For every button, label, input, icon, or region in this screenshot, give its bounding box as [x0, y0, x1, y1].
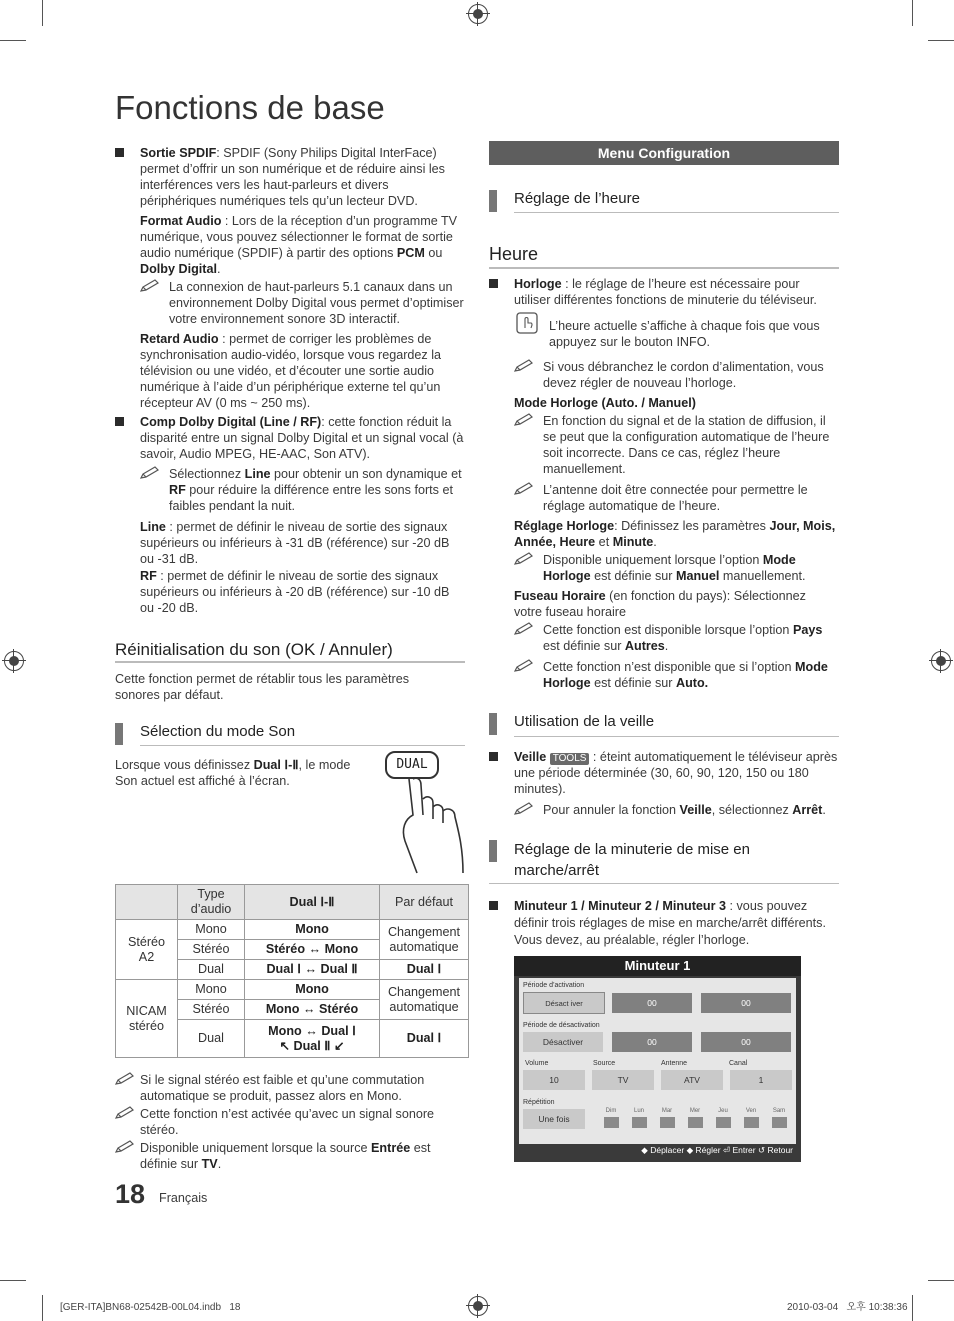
retard-audio-paragraph: Retard Audio : permet de corriger les problèmes de synchronisation audio-vidéo, lorsque vous regardez la télévision ou une vidéo, et d’écouter une sortie audio numérique à l’aide d’un périphérique externe tel qu’un récepteur AV (0 ms ~ 250 ms).	[140, 332, 442, 410]
table-cell: Changement automatique	[380, 920, 469, 960]
note-pencil-icon	[514, 413, 534, 427]
registration-mark-icon	[931, 651, 951, 671]
table-cell: Mono ↔ Dual Ⅰ ↖ Dual Ⅱ ↙	[245, 1020, 380, 1058]
antenne-field[interactable]: ATV	[661, 1070, 723, 1090]
table-cell: Mono	[178, 920, 245, 940]
note-pencil-icon	[514, 659, 534, 673]
page-language: Français	[159, 1191, 208, 1205]
comp-dolby-paragraph: Comp Dolby Digital (Line / RF): cette fonction réduit la disparité entre un signal Dolby Digital et un signal vocal (à savoir, Audio MPEG, HE-AAC, Son ATV).	[140, 415, 464, 461]
timer-osd-screen	[514, 956, 801, 1162]
table-cell: Dual	[178, 1020, 245, 1058]
day-label: Ven	[745, 1108, 757, 1114]
volume-field[interactable]: 10	[523, 1070, 585, 1090]
reglage-horloge-paragraph: Réglage Horloge: Définissez les paramètres Jour, Mois, Année, Heure et Minute.	[514, 519, 836, 549]
page-title: Fonctions de base	[115, 89, 385, 126]
subheading: Sélection du mode Son	[140, 723, 296, 740]
line-paragraph: Line : permet de définir le niveau de sortie des signaux supérieurs ou inférieurs à -31 dB (référence) sur -20 dB ou -31 dB.	[140, 520, 450, 566]
note-text: Cette fonction n’est activée qu’avec un signal sonore stéréo.	[140, 1107, 435, 1137]
osd-panel	[519, 978, 796, 1144]
osd-label: Période de désactivation	[523, 1022, 600, 1029]
table-cell: Mono ↔ Stéréo	[245, 1000, 380, 1020]
divider	[489, 883, 839, 884]
table-header: Par défaut	[380, 885, 469, 920]
section-heading: Heure	[489, 244, 539, 264]
dual-button-label: DUAL	[396, 757, 428, 772]
subheading: Réglage de l’heure	[514, 190, 640, 207]
crop-mark	[928, 40, 954, 41]
day-checkbox[interactable]	[744, 1117, 759, 1128]
day-label: Lun	[633, 1108, 644, 1114]
subheading: Utilisation de la veille	[514, 713, 655, 730]
table-cell: Stéréo ↔ Mono	[245, 940, 380, 960]
source-field[interactable]: TV	[592, 1070, 654, 1090]
table-header: Type d’audio	[178, 885, 245, 920]
table-header: Dual Ⅰ-Ⅱ	[245, 885, 380, 920]
crop-mark	[0, 1280, 26, 1281]
crop-mark	[912, 0, 913, 26]
table-cell: Dual Ⅰ ↔ Dual Ⅱ	[245, 960, 380, 980]
table-cell: Dual	[178, 960, 245, 980]
note-pencil-icon	[514, 622, 534, 636]
table-cell: Stéréo	[178, 1000, 245, 1020]
horloge-paragraph: Horloge : le réglage de l’heure est nécessaire pour utiliser différentes fonctions de minuterie du téléviseur.	[514, 277, 817, 307]
note-pencil-icon	[115, 1106, 135, 1120]
osd-label: Période d’activation	[523, 982, 585, 989]
enter-icon: ⏎	[722, 1145, 731, 1155]
note-pencil-icon	[140, 466, 160, 480]
note-text: Disponible uniquement lorsque la source Entrée est définie sur TV.	[140, 1141, 431, 1171]
day-checkbox[interactable]	[604, 1117, 619, 1128]
reset-text: Cette fonction permet de rétablir tous les paramètres sonores par défaut.	[115, 672, 409, 702]
fuseau-horaire-paragraph: Fuseau Horaire (en fonction du pays): Sélectionnez votre fuseau horaire	[514, 589, 806, 619]
osd-label: Volume	[525, 1060, 549, 1067]
note-text: Si vous débranchez le cordon d’alimentation, vous devez régler de nouveau l’horloge.	[543, 360, 824, 390]
crop-mark	[0, 40, 26, 41]
crop-mark	[42, 1295, 43, 1321]
table-cell: Stéréo A2	[116, 920, 178, 980]
registration-mark-icon	[4, 651, 24, 671]
table-cell: Dual Ⅰ	[380, 1020, 469, 1058]
crop-mark	[42, 0, 43, 26]
note-text: Cette fonction est disponible lorsque l’option Pays est définie sur Autres.	[543, 623, 823, 653]
subheading-bar	[489, 190, 497, 212]
deactivation-hour[interactable]: 00	[612, 1032, 692, 1052]
bullet	[489, 901, 498, 910]
print-file-info: [GER-ITA]BN68-02542B-00L04.indb 18	[60, 1302, 241, 1313]
note-text: Sélectionnez Line pour obtenir un son dynamique et RF pour réduire la différence entre les sons forts et faibles pendant la nuit.	[169, 467, 462, 513]
day-label: Sam	[772, 1108, 786, 1114]
note-pencil-icon	[115, 1072, 135, 1086]
note-text: L’antenne doit être connectée pour permettre le réglage automatique de l’heure.	[543, 483, 808, 513]
osd-label: Antenne	[661, 1060, 688, 1067]
menu-configuration-bar: Menu Configuration	[489, 141, 839, 165]
note-pencil-icon	[514, 482, 534, 496]
table-cell: Mono	[245, 980, 380, 1000]
registration-mark-icon	[468, 1296, 488, 1316]
table-cell: Stéréo	[178, 940, 245, 960]
table-cell: NICAM stéréo	[116, 980, 178, 1058]
adjust-arrows-icon: ◆	[686, 1145, 694, 1155]
day-label: Mer	[689, 1108, 701, 1114]
note-text: La connexion de haut-parleurs 5.1 canaux dans un environnement Dolby Digital vous permet d’optimiser votre environnement sonore 3D interactif.	[169, 280, 464, 326]
bullet	[115, 417, 124, 426]
note-text: Si le signal stéréo est faible et qu’une commutation automatique se produit, passez alors en Mono.	[140, 1073, 425, 1103]
canal-field[interactable]: 1	[730, 1070, 792, 1090]
spdif-paragraph: Sortie SPDIF: SPDIF (Sony Philips Digital InterFace) permet d’offrir un son numérique et de réduire ainsi les interférences vers les haut-parleurs et divers périphériques numériques tels qu’un lecteur DVD.	[140, 146, 445, 208]
crop-mark	[912, 1295, 913, 1321]
return-icon: ↺	[757, 1145, 766, 1155]
table-cell: Mono	[245, 920, 380, 940]
page-number: 18	[115, 1179, 146, 1209]
table-cell: Changement automatique	[380, 980, 469, 1020]
remote-info-icon	[516, 312, 538, 334]
day-label: Mar	[661, 1108, 673, 1114]
subheading: Réglage de la minuterie de mise en marche/arrêt	[514, 841, 750, 879]
format-audio-paragraph: Format Audio : Lors de la réception d’un programme TV numérique, vous pouvez sélectionner le format de sortie audio numérique (SPDIF) à partir des options PCM ou Dolby Digital.	[140, 214, 458, 276]
table-cell: Mono	[178, 980, 245, 1000]
osd-title: Minuteur 1	[514, 956, 801, 976]
note-text: Cette fonction n’est disponible que si l’option Mode Horloge est définie sur Auto.	[543, 660, 828, 690]
note-pencil-icon	[514, 802, 534, 816]
divider	[115, 661, 465, 663]
mode-text: Lorsque vous définissez Dual Ⅰ-Ⅱ, le mode Son actuel est affiché à l’écran.	[115, 758, 351, 788]
note-pencil-icon	[514, 552, 534, 566]
veille-paragraph: Veille TOOLS : éteint automatiquement le téléviseur après une période déterminée (30, 60, 90, 120, 150 ou 180 minutes).	[514, 750, 838, 796]
osd-footer: ◆ Déplacer ◆ Régler ⏎ Entrer ↺ Retour	[641, 1145, 793, 1155]
note-text: Disponible uniquement lorsque l’option Mode Horloge est définie sur Manuel manuellement.	[543, 553, 806, 583]
activation-hour[interactable]: 00	[612, 993, 692, 1013]
day-label: Jeu	[718, 1108, 728, 1114]
osd-label: Canal	[729, 1060, 748, 1067]
rf-paragraph: RF : permet de définir le niveau de sortie des signaux supérieurs ou inférieurs à -20 dB (référence) sur -10 dB ou -20 dB.	[140, 569, 450, 615]
note-pencil-icon	[140, 279, 160, 293]
activation-minute[interactable]: 00	[701, 993, 791, 1013]
osd-label: Source	[593, 1060, 616, 1067]
print-timestamp: 2010-03-04 오후 10:38:36	[787, 1302, 908, 1313]
day-checkbox[interactable]	[716, 1117, 731, 1128]
subheading-bar	[489, 713, 497, 735]
deactivation-select[interactable]: Désactiver	[523, 1032, 603, 1052]
tools-button-icon: TOOLS	[550, 753, 590, 765]
crop-mark	[928, 1280, 954, 1281]
day-checkbox[interactable]	[688, 1117, 703, 1128]
day-checkbox[interactable]	[772, 1117, 787, 1128]
activation-select[interactable]: Désact iver	[523, 992, 605, 1014]
sound-mode-table	[115, 884, 469, 1058]
note-text: L’heure actuelle s’affiche à chaque fois que vous appuyez sur le bouton INFO.	[549, 319, 820, 349]
move-arrows-icon: ◆	[641, 1145, 648, 1155]
osd-label: Répétition	[523, 1099, 555, 1106]
note-pencil-icon	[115, 1140, 135, 1154]
note-text: En fonction du signal et de la station de diffusion, il se peut que la configuration automatique de l’heure soit incorrecte. Dans ce cas, réglez l’heure manuellement.	[543, 414, 830, 476]
timer-paragraph: Minuteur 1 / Minuteur 2 / Minuteur 3 : vous pouvez définir trois réglages de mise en marche/arrêt différents. Vous devez, au préalable, régler l’horloge.	[514, 899, 826, 947]
bullet	[489, 752, 498, 761]
divider	[514, 212, 839, 213]
subheading-bar	[115, 723, 123, 745]
bullet	[115, 148, 124, 157]
mode-horloge-heading: Mode Horloge (Auto. / Manuel)	[514, 396, 696, 410]
repetition-field[interactable]: Une fois	[523, 1109, 585, 1129]
day-checkbox[interactable]	[632, 1117, 647, 1128]
divider	[489, 267, 839, 269]
divider	[140, 745, 465, 746]
divider	[514, 736, 839, 737]
note-text: Pour annuler la fonction Veille, sélectionnez Arrêt.	[543, 803, 826, 817]
subheading-bar	[489, 840, 497, 862]
registration-mark-icon	[468, 4, 488, 24]
note-pencil-icon	[514, 359, 534, 373]
deactivation-minute[interactable]: 00	[701, 1032, 791, 1052]
section-heading: Réinitialisation du son (OK / Annuler)	[115, 640, 393, 659]
day-checkbox[interactable]	[660, 1117, 675, 1128]
day-label: Dim	[605, 1108, 617, 1114]
table-cell: Dual Ⅰ	[380, 960, 469, 980]
bullet	[489, 279, 498, 288]
